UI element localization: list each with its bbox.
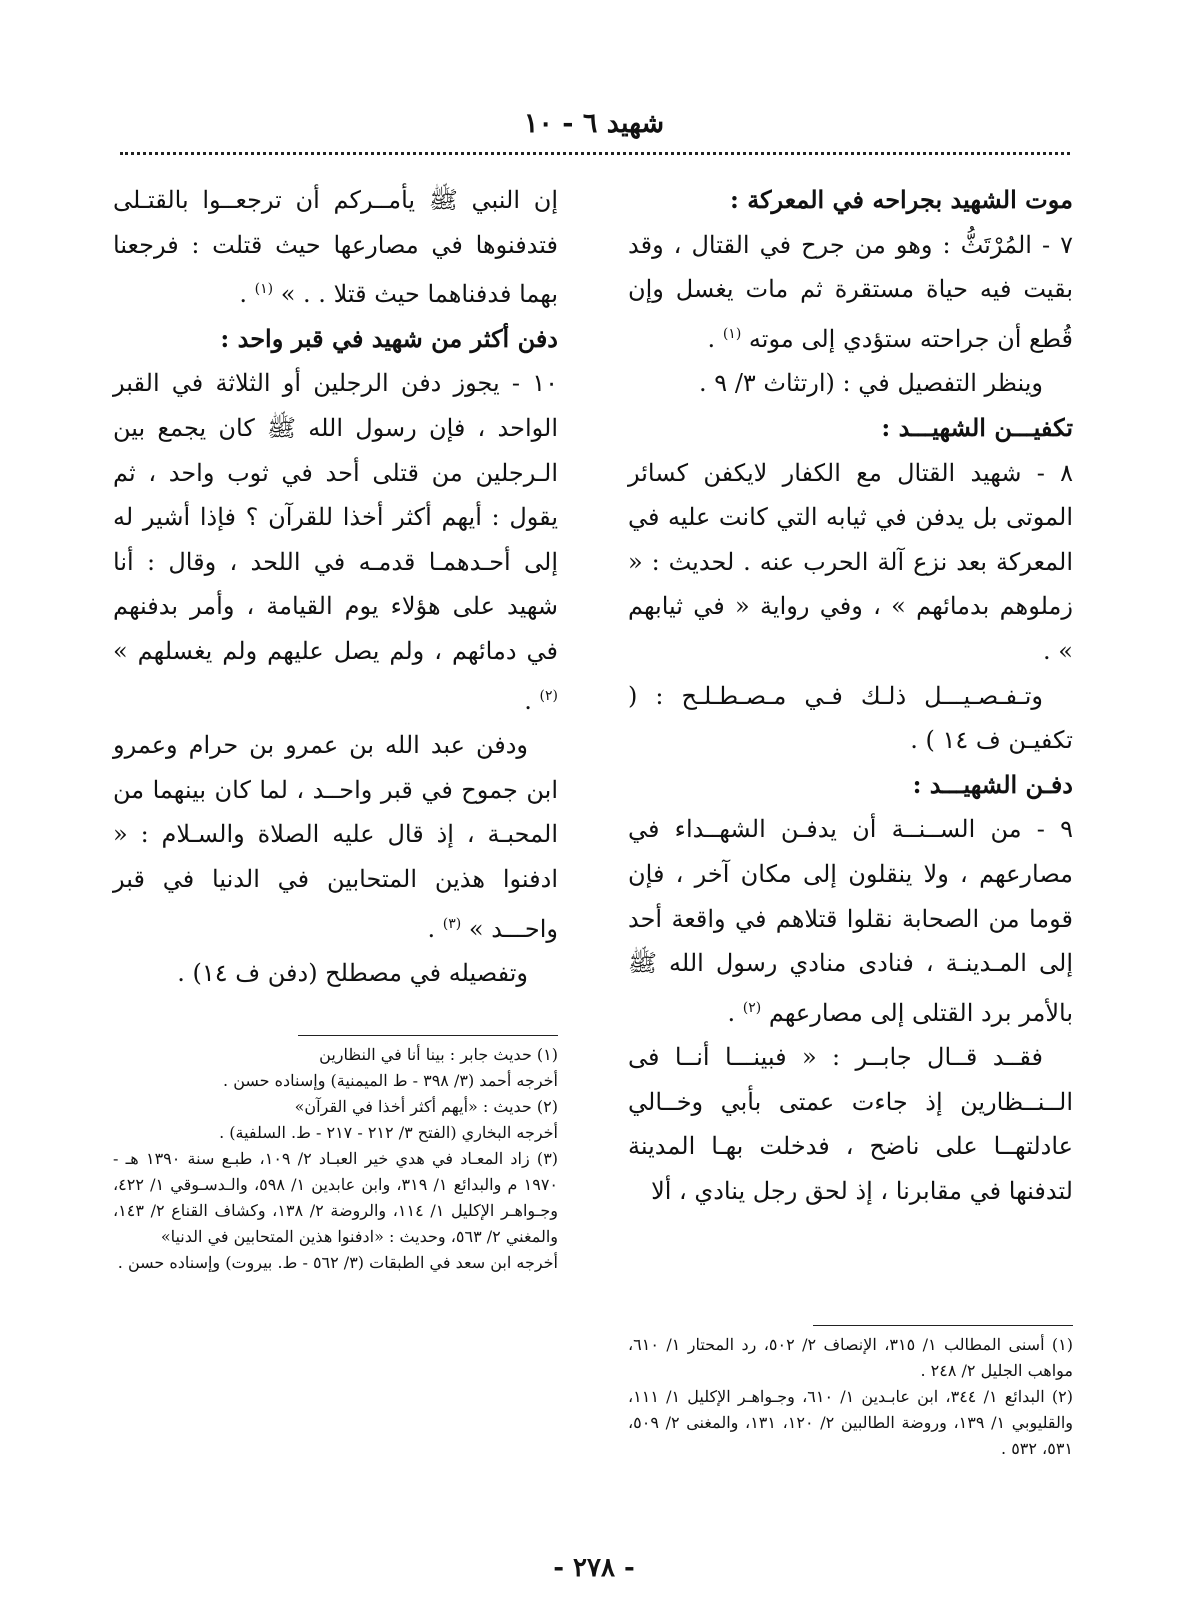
footnotes-left <box>113 1035 558 1276</box>
footnote: (١) أسنى المطالب ١/ ٣١٥، الإنصاف ٢/ ٥٠٢، رد المحتار ١/ ٦١٠، مواهب الجليل ٢/ ٢٤٨ . <box>628 1335 1074 1380</box>
paragraph-end: . <box>524 686 532 715</box>
paragraph-abdullah <box>113 723 558 951</box>
see-also: وينظر التفصيل في : (ارتثاث ٣/ ٩ . <box>699 369 1043 398</box>
header-divider <box>120 152 1070 155</box>
paragraph-text: ٩ - من الســنــة أن يدفـن الشهــداء في مصارعهم ، ولا ينقلون إلى مكان آخر ، فإن قوما من الصحابة نقلوا قتلاهم في واقعة أحد إلى المـدينـة ، فنادى منادي رسول الله ﷺ بالأمر برد القتلى إلى مصارعهم <box>628 815 1073 1027</box>
section-heading: تكفيـــن الشهيـــد : <box>881 412 1073 442</box>
section-heading: موت الشهيد بجراحه في المعركة : <box>729 185 1073 214</box>
footnote: أخرجه أحمد (٣/ ٣٩٨ - ط الميمنية) وإسناده حسن . <box>223 1071 558 1090</box>
footnote-divider <box>298 1035 558 1036</box>
footnote: (٣) زاد المعـاد في هدي خير العبـاد ٢/ ١٠٩، طبـع سنة ١٣٩٠ هـ - ١٩٧٠ م والبدائع ١/ ٣١٩، وابن عابدين ١/ ٥٩٨، والـدسـوقي ١/ ٤٢٢، وجـواهـر الإكليل ١/ ١١٤، والروضة ٢/ ١٣٨، وكشاف القناع ٢/ ١٤٣، والمغني ٢/ ٥٦٣، وحديث : «ادفنوا هذين المتحابين في الدنيا» <box>113 1149 559 1246</box>
footnote: (٢) حديث : «أيهم أكثر أخذا في القرآن» <box>294 1097 558 1116</box>
footnotes-right <box>628 1325 1073 1462</box>
section-heading: دفن أكثر من شهيد في قبر واحد : <box>220 323 558 353</box>
page-header-title: شهيد ٦ - ١٠ <box>523 108 665 139</box>
footnote: (٢) البدائع ١/ ٣٤٤، ابن عابـدين ١/ ٦١٠، وجـواهـر الإكليل ١/ ١١١، والقليوبي ١/ ١٣٩، وروضة الطالبين ٢/ ١٢٠، ١٣١، والمغنى ٢/ ٥٠٩، ٥٣١، ٥٣٢ . <box>628 1387 1074 1458</box>
footnote-divider <box>813 1325 1073 1326</box>
paragraph-detail: وتفصيله في مصطلح (دفن ف ١٤) . <box>177 959 528 988</box>
footnote: (١) حديث جابر : بينا أنا في النظارين <box>319 1045 558 1064</box>
section-heading: دفـن الشهيـــد : <box>912 769 1073 799</box>
paragraph-end: . <box>707 324 716 353</box>
paragraph-text: ودفن عبد الله بن عمرو بن حرام وعمرو ابن جموح في قبر واحــد ، لما كان بينهما من المحبـة ، إذ قال عليه الصلاة والسـلام : « ادفنوا هذين المتحابين في الدنيا في قبر واحـــد » <box>113 731 558 943</box>
paragraph-end: . <box>427 914 436 943</box>
footnote: أخرجه البخاري (الفتح ٣/ ٢١٢ - ٢١٧ - ط. السلفية) . <box>219 1123 558 1142</box>
footnote: أخرجه ابن سعد في الطبقات (٣/ ٥٦٢ - ط. بيروت) وإسناده حسن . <box>117 1253 558 1272</box>
paragraph-10 <box>113 361 558 723</box>
footnote-ref: (٢) <box>539 687 558 704</box>
paragraph-end: . <box>239 280 247 309</box>
paragraph-text: إن النبي ﷺ يأمــركم أن ترجعــوا بالقتـلى فتدفنوها في مصارعها حيث قتلت : فرجعنا بهما فدفناهما حيث قتلا . . » <box>113 186 558 309</box>
footnote-ref: (٢) <box>742 999 762 1016</box>
footnote-ref: (١) <box>254 281 274 298</box>
footnote-ref: (٣) <box>442 915 462 932</box>
footnote-ref: (١) <box>722 325 742 342</box>
paragraph-7 <box>628 223 1073 362</box>
paragraph-end: . <box>727 998 736 1027</box>
paragraph-text: ٧ - المُرْتَثُّ : وهو من جرح في القتال ، وقد بقيت فيه حياة مستقرة ثم مات يغسل وإن قُطع أن جراحته ستؤدي إلى موته <box>628 230 1073 353</box>
right-column <box>628 178 1073 1214</box>
paragraph-8: ٨ - شهيد القتال مع الكفار لايكفن كسائر الموتى بل يدفن في ثيابه التي كانت عليه في المعركة بعد نزع آلة الحرب عنه . لحديث : « زملوهم بدمائهم » ، وفي رواية « في ثيابهم » . <box>628 458 1073 665</box>
paragraph-continued <box>113 178 558 317</box>
paragraph-text: ١٠ - يجوز دفن الرجلين أو الثلاثة في القبر الواحد ، فإن رسول الله ﷺ كان يجمع بين الـرجلين من قتلى أحد في ثوب واحد ، ثم يقول : أيهم أكثر أخذا للقرآن ؟ فإذا أشير له إلى أحـدهمـا قدمـه في اللحد ، وقال : أنا شهيد على هؤلاء يوم القيامة ، وأمر بدفنهم في دمائهم ، ولم يصل عليهم ولم يغسلهم » <box>113 369 558 665</box>
page-number: - ٢٧٨ - <box>553 1553 635 1583</box>
paragraph-9-jabir: فقــد قــال جابــر : « فبينـــا أنــا فى الــنــظارين إذ جاءت عمتى بأبي وخــالي عادلتهــا على ناضح ، فدخلت بهـا المدينة لتدفنها في مقابرنا ، إذ لحق رجل ينادي ، ألا <box>628 1043 1073 1206</box>
paragraph-8-detail: وتـفـصـيـــل ذلـك فـي مـصـطـلـح : ( تكفيـن ف ١٤ ) . <box>628 681 1073 755</box>
left-column <box>113 178 558 996</box>
paragraph-9 <box>628 807 1073 1035</box>
